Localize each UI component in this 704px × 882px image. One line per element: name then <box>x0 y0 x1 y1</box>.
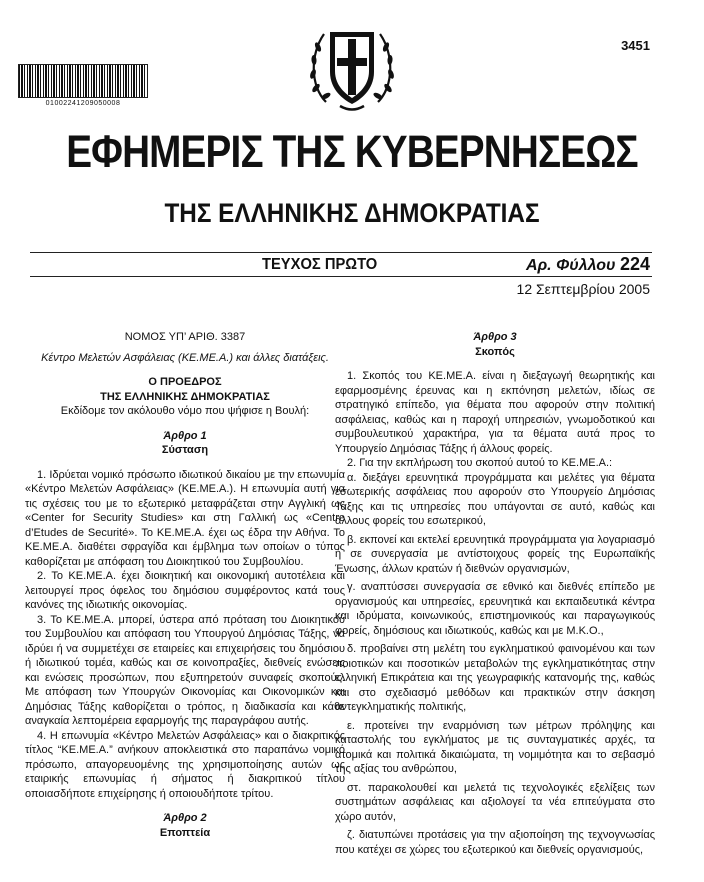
article-2-title: Άρθρο 2 <box>163 812 207 824</box>
article-3-item-st: στ. παρακολουθεί και μελετά τις τεχνολογικές εξελίξεις των συστημάτων ασφάλειας και αξιολογεί τα νέα επιτεύγματα στο χώρο αυτόν, <box>335 781 655 823</box>
sheet-number <box>526 254 650 275</box>
article-3-item-a: α. διεξάγει ερευνητικά προγράμματα και μελέτες για θέματα εσωτερικής ασφάλειας που αφορούν στο Υπουργείο Δημόσιας Τάξης και τις υπηρεσίες που υπάγονται σε αυτό, καθώς και άλλους φορείς του εσωτερικού, <box>335 471 655 527</box>
law-subject: Κέντρο Μελετών Ασφάλειας (ΚΕ.ΜΕ.Α.) και άλλες διατάξεις. <box>41 351 329 364</box>
article-1-paragraph-2: 2. Το ΚΕ.ΜΕ.Α. έχει διοικητική και οικονομική αυτοτέλεια και λειτουργεί προς όφελος του δημόσιου συμφέροντος κατά τους κανόνες της ιδιωτικής οικονομίας. <box>25 570 345 611</box>
president-line-1: Ο ΠΡΟΕΔΡΟΣ <box>148 376 222 388</box>
header-rule-top <box>30 252 652 253</box>
article-1-paragraph-4: 4. Η επωνυμία «Κέντρο Μελετών Ασφάλειας» και ο διακριτικός τίτλος “ΚΕ.ΜΕ.Α.” ανήκουν αποκλειστικά στο παραπάνω νομικό πρόσωπο, απαγορευομένης της χρησιμοποίησης αυτών ως εταιρικής επωνυμίας ή σήματος ή διακριτικού τίτλου οποιασδήποτε επιχείρησης ή οποιουδήποτε τρίτου. <box>25 729 345 800</box>
article-3-item-e: ε. προτείνει την εναρμόνιση των μέτρων πρόληψης και καταστολής του εγκλήματος με τις συνταγματικές αρχές, τα ατομικά και πολιτικά δικαιώματα, τη νομιμότητα και το σεβασμό της αξίας του ανθρώπου, <box>335 719 655 775</box>
barcode-number: 01002241209050008 <box>45 100 121 107</box>
issue-label: ΤΕΥΧΟΣ ΠΡΩΤΟ <box>262 256 378 273</box>
article-3-paragraph-2: 2. Για την εκπλήρωση του σκοπού αυτού το ΚΕ.ΜΕ.Α.: <box>347 457 613 469</box>
masthead: ΕΦΗΜΕΡΙΣ ΤΗΣ ΚΥΒΕΡΝΗΣΕΩΣ <box>66 126 638 177</box>
left-column <box>25 330 345 840</box>
masthead-subtitle: ΤΗΣ ΕΛΛΗΝΙΚΗΣ ΔΗΜΟΚΡΑΤΙΑΣ <box>164 198 540 228</box>
issue-date: 12 Σεπτεμβρίου 2005 <box>516 281 650 297</box>
article-3-item-z: ζ. διατυπώνει προτάσεις για την αξιοποίηση της τεχνογνωσίας που κατέχει σε χώρες του εξωτερικού και διεθνείς οργανισμούς, <box>335 829 655 856</box>
header-rule-bottom <box>30 276 652 277</box>
article-3-subtitle: Σκοπός <box>475 345 515 358</box>
article-3-title: Άρθρο 3 <box>473 331 517 343</box>
article-3-item-d: δ. προβαίνει στη μελέτη του εγκληματικού φαινομένου και των ποιοτικών και ποσοτικών μεταβολών της εγκληματικότητας στην ελληνική Επικράτεια και της γεωγραφικής κατανομής της, καθώς και στο σχεδιασμό μεθόδων και πρακτικών στην άσκηση αντεγκληματικής πολιτικής, <box>335 643 655 713</box>
article-3-paragraph-1: 1. Σκοπός του ΚΕ.ΜΕ.Α. είναι η διεξαγωγή θεωρητικής και εφαρμοσμένης έρευνας και η εκπόνηση μελετών, ιδίως σε στρατηγικό επίπεδο, για θέματα που αφορούν στην πολιτική ασφάλειας, καθώς και η παροχή υπηρεσιών, γνωμοδοτικού και συμβουλευτικού χαρακτήρα, για τα θέματα αυτά προς το Υπουργείο Δημόσιας Τάξης ή άλλους φορείς. <box>335 370 655 455</box>
article-2-subtitle: Εποπτεία <box>159 826 211 839</box>
article-3-item-c: γ. αναπτύσσει συνεργασία σε εθνικό και διεθνές επίπεδο με οργανισμούς και υπηρεσίες, ερευνητικά και εκπαιδευτικά κέντρα και ιδρύματα, κοινωνικούς, επιστημονικούς και παραγωγικούς φορείς, δημόσιους και ιδιωτικούς, καθώς και με Μ.Κ.Ο., <box>335 581 655 637</box>
article-3-item-b: β. εκπονεί και εκτελεί ερευνητικά προγράμματα για λογαριασμό ή σε συνεργασία με αντίστοιχους φορείς της Ευρωπαϊκής Ένωσης, άλλων κρατών ή διεθνών οργανισμών, <box>335 533 655 575</box>
barcode <box>18 64 148 107</box>
page-number: 3451 <box>621 38 650 53</box>
article-1-subtitle: Σύσταση <box>161 444 209 456</box>
sheet-label: Αρ. Φύλλου <box>525 257 616 274</box>
article-1-paragraph-3: 3. Το ΚΕ.ΜΕ.Α. μπορεί, ύστερα από πρόταση του Διοικητικού του Συμβουλίου και απόφαση του Υπουργού Δημόσιας Τάξης, να ιδρύει ή να συμμετέχει σε εταιρείες και επιχειρήσεις του δημόσιου ή ιδιωτικού τομέα, καθώς και σε κοινοπραξίες, διεθνείς ενώσεις και ενώσεις προσώπων, που εξυπηρετούν συναφείς σκοπούς. Με απόφαση των Υπουργών Οικονομίας και Οικονομικών και Δημόσιας Τάξης καθορίζεται ο τρόπος, η διαδικασία και κάθε αναγκαία λεπτομέρεια εφαρμογής της παραγράφου αυτής. <box>25 613 345 727</box>
article-1-paragraph-1: 1. Ιδρύεται νομικό πρόσωπο ιδιωτικού δικαίου με την επωνυμία «Κέντρο Μελετών Ασφάλειας» (ΚΕ.ΜΕ.Α.). Η επωνυμία αυτή για τις σχέσεις του με το εξωτερικό μεταφράζεται στην Αγγλική ως «Center for Security Studies» και στη Γαλλική ως «Centre d’Etudes de Securité». Το ΚΕ.ΜΕ.Α. έχει ως έδρα την Αθήνα. Το ΚΕ.ΜΕ.Α. διαθέτει σφραγίδα και έμβλημα των οποίων ο τύπος καθορίζεται με απόφαση του Διοικητικού του Συμβουλίου. <box>25 468 345 568</box>
decree-text: Εκδίδομε τον ακόλουθο νόμο που ψήφισε η Βουλή: <box>60 405 310 417</box>
sheet-number-value: 224 <box>619 254 650 274</box>
law-title: ΝΟΜΟΣ ΥΠ’ ΑΡΙΘ. 3387 <box>124 331 246 343</box>
article-1-title: Άρθρο 1 <box>163 429 207 442</box>
coat-of-arms-icon <box>304 14 400 114</box>
barcode-bars <box>18 64 148 98</box>
president-line-2: ΤΗΣ ΕΛΛΗΝΙΚΗΣ ΔΗΜΟΚΡΑΤΙΑΣ <box>100 390 270 403</box>
right-column <box>335 330 655 857</box>
